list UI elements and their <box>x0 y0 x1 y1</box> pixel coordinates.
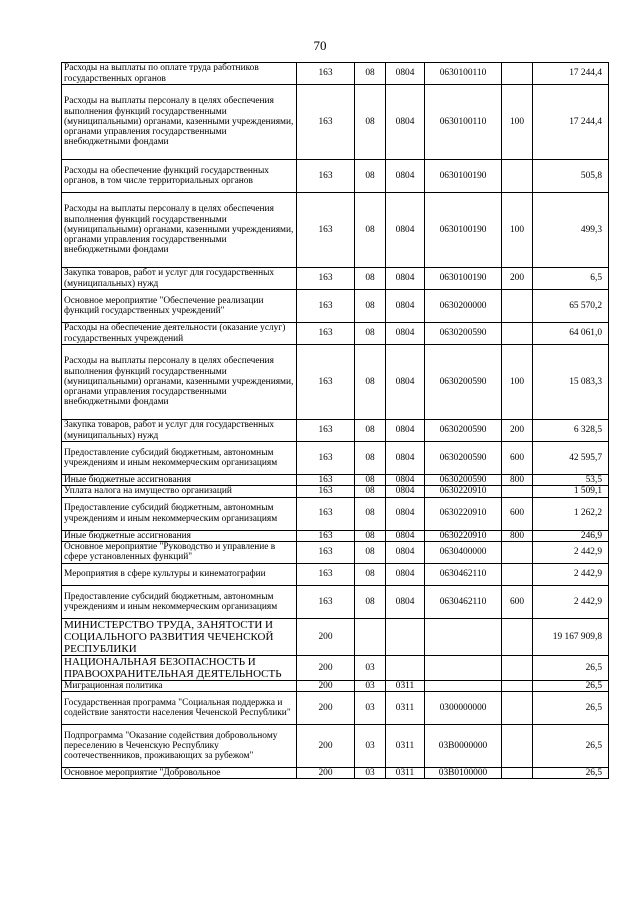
row-sum: 64 061,0 <box>533 323 609 345</box>
row-vr: 100 <box>502 85 533 160</box>
row-rz: 08 <box>355 442 386 475</box>
row-grbs: 163 <box>297 585 355 618</box>
row-grbs: 163 <box>297 290 355 323</box>
row-rz: 08 <box>355 530 386 541</box>
table-row <box>62 530 609 541</box>
row-name: Расходы на выплаты персоналу в целях обеспечения выполнения функций государственными (муниципальными) органами, казенными учреждениями, органами управления государственными внебюджетными фондами <box>62 85 297 160</box>
row-name: Предоставление субсидий бюджетным, автономным учреждениям и иным некоммерческим организациям <box>62 497 297 530</box>
row-pr <box>386 655 425 680</box>
row-rz: 08 <box>355 323 386 345</box>
row-name: Расходы на выплаты персоналу в целях обеспечения выполнения функций государственными (муниципальными) органами, казенными учреждениями, органами управления государственными внебюджетными фондами <box>62 345 297 420</box>
row-csr: 0630200590 <box>425 475 502 486</box>
page-number: 70 <box>313 38 327 53</box>
row-vr <box>502 692 533 725</box>
row-sum: 65 570,2 <box>533 290 609 323</box>
row-name: Иные бюджетные ассигнования <box>62 475 297 486</box>
row-name: Государственная программа "Социальная поддержка и содействие занятости населения Чеченской Республики" <box>62 692 297 725</box>
row-name: Иные бюджетные ассигнования <box>62 530 297 541</box>
row-sum: 26,5 <box>533 725 609 768</box>
table-row <box>62 541 609 563</box>
row-rz: 03 <box>355 692 386 725</box>
row-vr <box>502 323 533 345</box>
row-rz: 03 <box>355 725 386 768</box>
row-grbs: 163 <box>297 323 355 345</box>
row-name: Мероприятия в сфере культуры и кинематографии <box>62 563 297 585</box>
row-grbs: 163 <box>297 345 355 420</box>
row-vr <box>502 486 533 497</box>
row-vr: 600 <box>502 585 533 618</box>
row-name: Подпрограмма "Оказание содействия добровольному переселению в Чеченскую Республику соотечественников, проживающих за рубежом" <box>62 725 297 768</box>
row-vr <box>502 541 533 563</box>
table-row <box>62 85 609 160</box>
row-sum: 53,5 <box>533 475 609 486</box>
row-pr <box>386 618 425 655</box>
row-grbs: 163 <box>297 442 355 475</box>
row-sum: 15 083,3 <box>533 345 609 420</box>
row-rz: 08 <box>355 290 386 323</box>
row-grbs: 163 <box>297 85 355 160</box>
table-row <box>62 290 609 323</box>
row-grbs: 163 <box>297 541 355 563</box>
table-row <box>62 420 609 442</box>
row-csr: 0300000000 <box>425 692 502 725</box>
row-sum: 26,5 <box>533 680 609 691</box>
row-sum: 1 509,1 <box>533 486 609 497</box>
row-pr: 0804 <box>386 541 425 563</box>
row-grbs: 200 <box>297 768 355 779</box>
row-name: Закупка товаров, работ и услуг для государственных (муниципальных) нужд <box>62 420 297 442</box>
row-grbs: 163 <box>297 530 355 541</box>
row-sum: 26,5 <box>533 655 609 680</box>
row-pr: 0804 <box>386 475 425 486</box>
row-name: Расходы на выплаты персоналу в целях обеспечения выполнения функций государственными (муниципальными) органами, казенными учреждениями, органами управления государственными внебюджетными фондами <box>62 193 297 268</box>
row-pr: 0804 <box>386 497 425 530</box>
table-row <box>62 497 609 530</box>
row-csr: 0630200590 <box>425 323 502 345</box>
row-grbs: 163 <box>297 420 355 442</box>
table-row <box>62 475 609 486</box>
row-grbs: 163 <box>297 160 355 193</box>
row-sum: 26,5 <box>533 768 609 779</box>
table-row <box>62 768 609 779</box>
row-sum: 6,5 <box>533 268 609 290</box>
row-csr: 0630200590 <box>425 420 502 442</box>
table-row <box>62 345 609 420</box>
row-name: Расходы на обеспечение функций государственных органов, в том числе территориальных органов <box>62 160 297 193</box>
row-name: Миграционная политика <box>62 680 297 691</box>
row-grbs: 163 <box>297 497 355 530</box>
row-name: Расходы на обеспечение деятельности (оказание услуг) государственных учреждений <box>62 323 297 345</box>
row-grbs: 200 <box>297 655 355 680</box>
row-rz: 03 <box>355 768 386 779</box>
row-name: Закупка товаров, работ и услуг для государственных (муниципальных) нужд <box>62 268 297 290</box>
row-rz: 08 <box>355 268 386 290</box>
row-vr <box>502 290 533 323</box>
row-rz: 08 <box>355 160 386 193</box>
row-name: Основное мероприятие "Обеспечение реализации функций государственных учреждений" <box>62 290 297 323</box>
row-grbs: 163 <box>297 63 355 85</box>
row-pr: 0311 <box>386 725 425 768</box>
row-rz: 08 <box>355 585 386 618</box>
row-rz: 03 <box>355 655 386 680</box>
row-pr: 0311 <box>386 692 425 725</box>
row-pr: 0804 <box>386 486 425 497</box>
row-grbs: 163 <box>297 268 355 290</box>
row-pr: 0804 <box>386 442 425 475</box>
row-rz: 03 <box>355 680 386 691</box>
row-csr: 0630100110 <box>425 85 502 160</box>
row-csr <box>425 655 502 680</box>
row-csr: 0630200590 <box>425 345 502 420</box>
row-name: НАЦИОНАЛЬНАЯ БЕЗОПАСНОСТЬ И ПРАВООХРАНИТЕЛЬНАЯ ДЕЯТЕЛЬНОСТЬ <box>62 655 297 680</box>
row-rz: 08 <box>355 85 386 160</box>
row-sum: 17 244,4 <box>533 85 609 160</box>
row-vr <box>502 768 533 779</box>
row-csr: 0630462110 <box>425 563 502 585</box>
row-grbs: 163 <box>297 563 355 585</box>
row-pr: 0311 <box>386 680 425 691</box>
row-rz: 08 <box>355 193 386 268</box>
row-csr: 0630100190 <box>425 193 502 268</box>
row-pr: 0804 <box>386 585 425 618</box>
row-csr: 0630100110 <box>425 63 502 85</box>
row-rz: 08 <box>355 497 386 530</box>
row-csr: 0630200590 <box>425 442 502 475</box>
row-vr: 200 <box>502 268 533 290</box>
row-name: Основное мероприятие "Руководство и управление в сфере установленных функций" <box>62 541 297 563</box>
table-row <box>62 618 609 655</box>
row-name: Предоставление субсидий бюджетным, автономным учреждениям и иным некоммерческим организациям <box>62 442 297 475</box>
table-row <box>62 692 609 725</box>
table-row <box>62 193 609 268</box>
table-row <box>62 655 609 680</box>
row-csr <box>425 618 502 655</box>
row-vr <box>502 618 533 655</box>
row-pr: 0804 <box>386 290 425 323</box>
row-sum: 26,5 <box>533 692 609 725</box>
row-name: Основное мероприятие "Добровольное <box>62 768 297 779</box>
row-rz: 08 <box>355 420 386 442</box>
row-grbs: 200 <box>297 680 355 691</box>
row-pr: 0804 <box>386 268 425 290</box>
row-rz: 08 <box>355 541 386 563</box>
row-vr: 800 <box>502 530 533 541</box>
row-sum: 505,8 <box>533 160 609 193</box>
row-pr: 0804 <box>386 323 425 345</box>
row-rz <box>355 618 386 655</box>
row-grbs: 163 <box>297 486 355 497</box>
row-vr <box>502 680 533 691</box>
row-vr <box>502 655 533 680</box>
row-pr: 0804 <box>386 530 425 541</box>
table-row <box>62 486 609 497</box>
row-sum: 19 167 909,8 <box>533 618 609 655</box>
row-sum: 499,3 <box>533 193 609 268</box>
row-pr: 0804 <box>386 85 425 160</box>
row-csr: 03В0100000 <box>425 768 502 779</box>
row-sum: 42 595,7 <box>533 442 609 475</box>
row-grbs: 200 <box>297 725 355 768</box>
table-row <box>62 680 609 691</box>
row-csr: 0630100190 <box>425 160 502 193</box>
row-rz: 08 <box>355 345 386 420</box>
row-pr: 0804 <box>386 160 425 193</box>
row-pr: 0804 <box>386 63 425 85</box>
row-vr <box>502 160 533 193</box>
row-vr: 600 <box>502 497 533 530</box>
row-rz: 08 <box>355 486 386 497</box>
row-vr: 800 <box>502 475 533 486</box>
row-csr: 0630220910 <box>425 486 502 497</box>
row-vr: 600 <box>502 442 533 475</box>
row-csr <box>425 680 502 691</box>
row-name: Уплата налога на имущество организаций <box>62 486 297 497</box>
row-csr: 03В0000000 <box>425 725 502 768</box>
row-rz: 08 <box>355 475 386 486</box>
table-row <box>62 725 609 768</box>
row-sum: 1 262,2 <box>533 497 609 530</box>
row-grbs: 200 <box>297 618 355 655</box>
row-sum: 2 442,9 <box>533 541 609 563</box>
row-csr: 0630100190 <box>425 268 502 290</box>
row-vr: 100 <box>502 345 533 420</box>
row-sum: 17 244,4 <box>533 63 609 85</box>
table-row <box>62 63 609 85</box>
table-row <box>62 442 609 475</box>
row-sum: 2 442,9 <box>533 585 609 618</box>
row-vr: 200 <box>502 420 533 442</box>
row-csr: 0630220910 <box>425 530 502 541</box>
row-vr <box>502 63 533 85</box>
row-vr <box>502 725 533 768</box>
row-pr: 0804 <box>386 563 425 585</box>
row-pr: 0804 <box>386 193 425 268</box>
row-grbs: 163 <box>297 475 355 486</box>
row-csr: 0630220910 <box>425 497 502 530</box>
table-row <box>62 268 609 290</box>
row-csr: 0630462110 <box>425 585 502 618</box>
row-vr: 100 <box>502 193 533 268</box>
row-pr: 0804 <box>386 345 425 420</box>
table-row <box>62 160 609 193</box>
row-name: МИНИСТЕРСТВО ТРУДА, ЗАНЯТОСТИ И СОЦИАЛЬНОГО РАЗВИТИЯ ЧЕЧЕНСКОЙ РЕСПУБЛИКИ <box>62 618 297 655</box>
row-sum: 6 328,5 <box>533 420 609 442</box>
row-pr: 0804 <box>386 420 425 442</box>
table-row <box>62 585 609 618</box>
row-csr: 0630200000 <box>425 290 502 323</box>
budget-table <box>61 62 609 779</box>
row-csr: 0630400000 <box>425 541 502 563</box>
table-row <box>62 323 609 345</box>
row-pr: 0311 <box>386 768 425 779</box>
row-name: Предоставление субсидий бюджетным, автономным учреждениям и иным некоммерческим организациям <box>62 585 297 618</box>
row-rz: 08 <box>355 63 386 85</box>
row-rz: 08 <box>355 563 386 585</box>
row-sum: 2 442,9 <box>533 563 609 585</box>
row-grbs: 200 <box>297 692 355 725</box>
table-row <box>62 563 609 585</box>
row-sum: 246,9 <box>533 530 609 541</box>
row-name: Расходы на выплаты по оплате труда работников государственных органов <box>62 63 297 85</box>
row-vr <box>502 563 533 585</box>
row-grbs: 163 <box>297 193 355 268</box>
